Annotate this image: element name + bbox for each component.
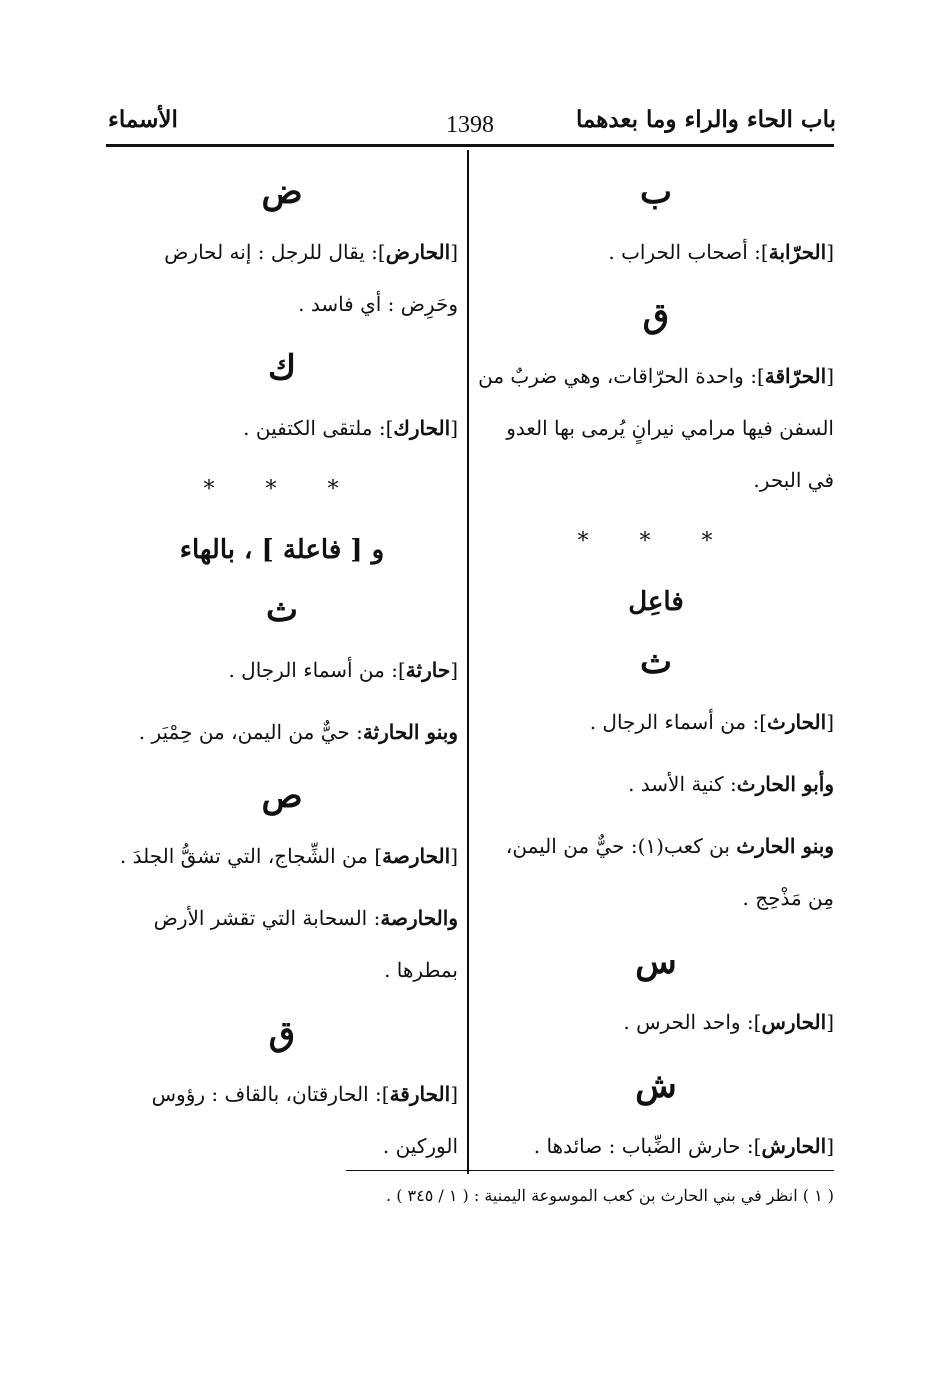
left-column — [106, 160, 458, 1182]
letter-heading: ب — [639, 172, 672, 212]
letter-heading: ث — [265, 590, 298, 630]
entry: [الحرّاقة]: واحدة الحرّاقات، وهي ضربٌ من السفن فيها مرامي نيرانٍ يُرمى بها العدو في البحر. — [478, 364, 834, 492]
entry-definition: : واحدة الحرّاقات، وهي ضربٌ من السفن فيها مرامي نيرانٍ يُرمى بها العدو في البحر. — [478, 364, 834, 492]
entry-definition: : من أسماء الرجال . — [228, 658, 398, 682]
column-divider — [467, 150, 469, 1174]
entry — [478, 758, 834, 810]
pattern-heading: فاعِل — [628, 587, 684, 617]
header-rule — [106, 144, 834, 147]
entry: [الحارصة] من الشِّجاج، التي تشقُّ الجلدَ . — [119, 844, 458, 868]
entry-definition: : واحد الحرس . — [623, 1010, 754, 1034]
entry-headword: الحرّاقة — [764, 364, 827, 388]
running-head-chapter: باب الحاء والراء وما بعدهما — [576, 106, 836, 133]
entry: [حارثة]: من أسماء الرجال . — [228, 658, 458, 682]
letter-heading: ش — [635, 1066, 677, 1106]
page-number: 1398 — [446, 112, 494, 138]
entry-definition: بن كعب(١): حيٌّ من اليمن، مِن مَذْحِج . — [505, 834, 834, 910]
right-column — [478, 160, 834, 1182]
footnote: ( ١ ) انظر في بني الحارث بن كعب الموسوعة اليمنية : ( ١ / ٣٤٥ ) . — [386, 1186, 834, 1205]
entry-headword: الحارش — [761, 1134, 827, 1158]
entry-headword: الحارث — [767, 710, 827, 734]
entry — [106, 892, 458, 996]
entry: [الحارك]: ملتقى الكتفين . — [243, 416, 458, 440]
letter-heading: ق — [268, 1014, 296, 1054]
entry-definition: : حيٌّ من اليمن، من حِمْيَر . — [138, 720, 363, 744]
entry-headword: وأبو الحارث — [736, 772, 834, 796]
entry-definition: : الحارقتان، بالقاف : رؤوس الوركين . — [151, 1082, 458, 1158]
entry-headword: حارثة — [405, 658, 451, 682]
entry-headword: الحرّابة — [768, 240, 827, 264]
letter-heading: ق — [642, 296, 670, 336]
entry: [الحارقة]: الحارقتان، بالقاف : رؤوس الوركين . — [151, 1082, 458, 1158]
entry: [الحارض]: يقال للرجل : إنه لحارض وحَرِض : أي فاسد . — [164, 240, 458, 316]
letter-heading: ك — [267, 348, 297, 388]
entry-headword: الحارض — [385, 240, 451, 264]
footnote-rule — [346, 1170, 834, 1171]
running-head-section: الأسماء — [108, 106, 178, 133]
entry-headword: الحارك — [393, 416, 451, 440]
pattern-heading: و [ فاعلة ] ، بالهاء — [179, 535, 385, 565]
entry-definition: : من أسماء الرجال . — [589, 710, 760, 734]
entry: [الحرّابة]: أصحاب الحراب . — [608, 240, 834, 264]
entry-definition: : ملتقى الكتفين . — [243, 416, 386, 440]
entry-headword: وبنو الحارثة — [362, 720, 458, 744]
entry-definition: : حارش الضِّباب : صائدها . — [533, 1134, 754, 1158]
entry-headword: والحارصة — [380, 906, 458, 930]
entry-definition: : يقال للرجل : إنه لحارض وحَرِض : أي فاسد . — [164, 240, 458, 316]
entry-headword: وبنو الحارث — [736, 834, 834, 858]
letter-heading: ض — [261, 172, 303, 212]
entry-definition: : كنية الأسد . — [628, 772, 737, 796]
entry-headword: الحارقة — [389, 1082, 451, 1106]
letter-heading: ث — [639, 642, 672, 682]
entry-headword: الحارصة — [382, 844, 451, 868]
entry: [الحارش]: حارش الضِّباب : صائدها . — [533, 1134, 834, 1158]
entry-definition: : أصحاب الحراب . — [608, 240, 761, 264]
entry: [الحارث]: من أسماء الرجال . — [589, 710, 834, 734]
section-separator: * * * — [577, 529, 735, 554]
entry — [478, 820, 834, 924]
letter-heading: ص — [261, 776, 303, 816]
section-separator: * * * — [203, 477, 361, 502]
entry-definition: من الشِّجاج، التي تشقُّ الجلدَ . — [119, 844, 368, 868]
entry-headword: الحارس — [761, 1010, 827, 1034]
entry: [الحارس]: واحد الحرس . — [623, 1010, 834, 1034]
entry-definition: : السحابة التي تقشر الأرض بمطرها . — [153, 906, 458, 982]
letter-heading: س — [635, 942, 677, 982]
entry — [106, 706, 458, 758]
